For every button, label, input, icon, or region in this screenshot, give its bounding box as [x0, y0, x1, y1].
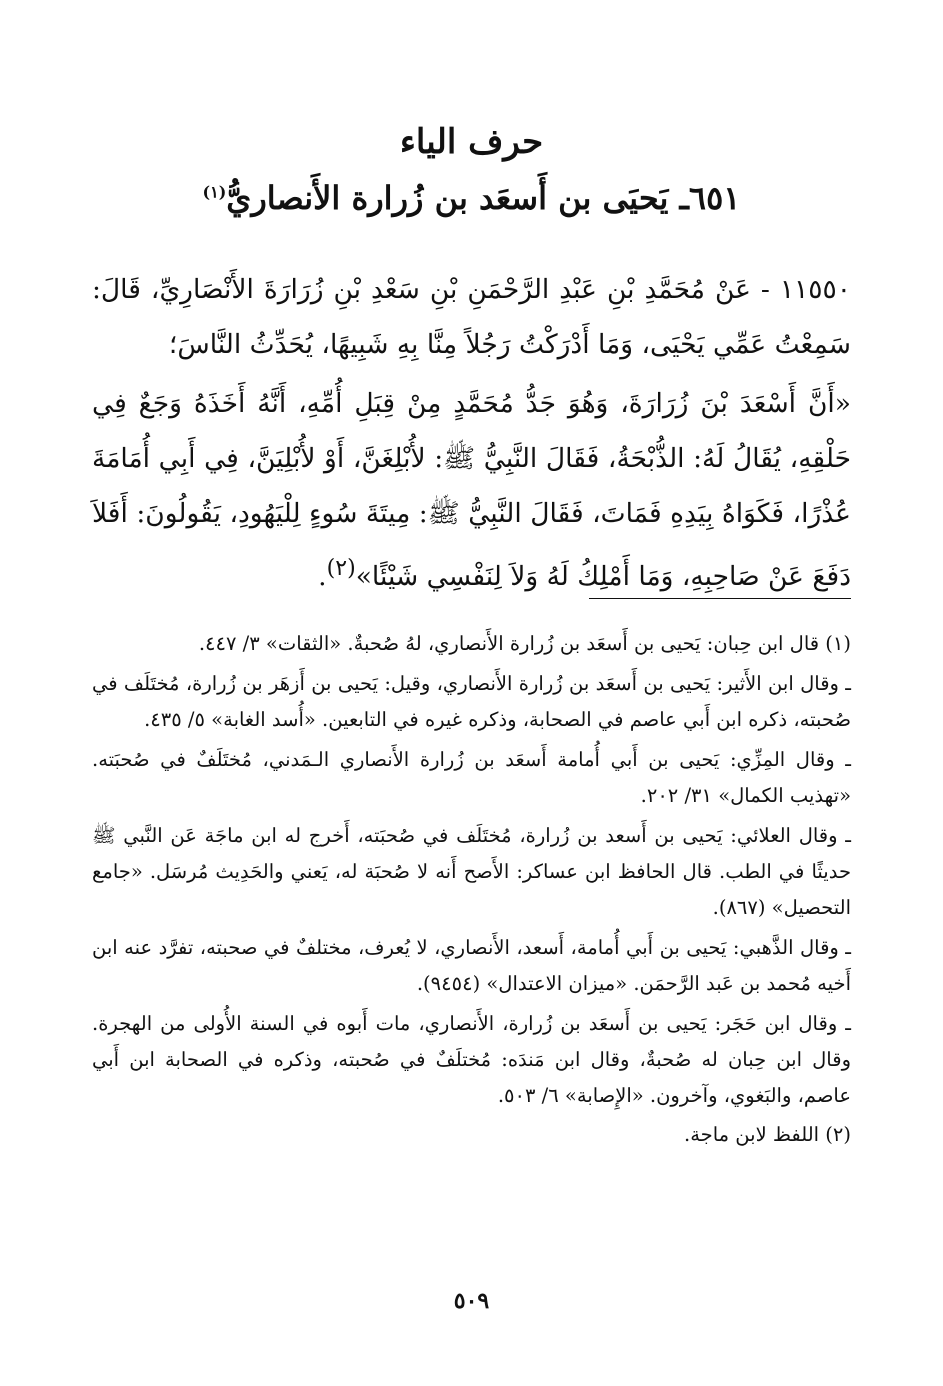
hadith-matn-end: .: [318, 560, 327, 592]
page-number: ٥٠٩: [453, 1288, 490, 1314]
hadith-matn: [92, 376, 851, 604]
footnote-marker-2: (٢): [326, 556, 356, 581]
footnotes: [92, 626, 851, 1156]
hadith-matn-text: «أَنَّ أَسْعَدَ بْنَ زُرَارَةَ، وَهُوَ جَدُّ مُحَمَّدٍ مِنْ قِبَلِ أُمِّهِ، أَنَّهُ أَخَذَهُ وَجَعٌ فِي حَلْقِهِ، يُقَالُ لَهُ: الذُّبْحَةُ، فَقَالَ النَّبِيُّ ﷺ: لأُبْلِغَنَّ، أَوْ لأُبْلِيَنَّ، فِي أَبِي أُمَامَةَ عُذْرًا، فَكَوَاهُ بِيَدِهِ فَمَاتَ، فَقَالَ النَّبِيُّ ﷺ: مِيتَةَ سُوءٍ لِلْيَهُودِ، يَقُولُونَ: أَفَلاَ دَفَعَ عَنْ صَاحِبِهِ، وَمَا أَمْلِكُ لَهُ وَلاَ لِنَفْسِي شَيْئًا»: [92, 388, 851, 592]
footnote-1: (١) قال ابن حِبان: يَحيى بن أَسعَد بن زُرارة الأَنصاري، لهُ صُحبةٌ. «الثقات» ٣/ ٤٤٧.: [198, 632, 851, 655]
footnote-1-al-mizzi: ـ وقال المِزِّي: يَحيى بن أَبي أُمامة أَسعَد بن زُرارة الأَنصاري الـمَدني، مُختَلَفٌ في صُحبَته. «تهذيب الكمال» ٣١/ ٢٠٢.: [92, 748, 851, 807]
footnote-2: (٢) اللفظ لابن ماجة.: [684, 1123, 851, 1146]
hadith-text: [92, 262, 851, 604]
chapter-title: حرف الياء: [399, 122, 544, 162]
footnote-1-ibn-hajar: ـ وقال ابن حَجَر: يَحيى بن أَسعَد بن زُرارة، الأَنصاري، مات أَبوه في السنة الأُولى من الهجرة. وقال ابن حِبان له صُحبةٌ، وقال ابن مَندَه: مُختلَفٌ في صُحبته، وذكره في الصحابة ابن أَبي عاصم، والبَغوي، وآخرون. «الإِصابة» ٦/ ٥٠٣.: [92, 1012, 851, 1107]
footnote-1-al-alai: ـ وقال العلائي: يَحيى بن أَسعد بن زُرارة، مُختَلَف في صُحبَته، أَخرج له ابن ماجَة عَن النَّبي ﷺ حديثًا في الطب. قال الحافظ ابن عساكر: الأَصح أَنه لا صُحبَة له، يَعني والحَدِيث مُرسَل. «جامع التحصيل» (٨٦٧).: [92, 824, 851, 919]
footnote-1-ibn-al-athir: ـ وقال ابن الأَثير: يَحيى بن أَسعَد بن زُرارة الأَنصاري، وقيل: يَحيى بن أَزهَر بن زُرارة، مُختَلَف في صُحبته، ذكره ابن أَبي عاصم في الصحابة، وذكره غيره في التابعين. «أُسد الغابة» ٥/ ٤٣٥.: [92, 672, 851, 731]
footnote-separator: [589, 598, 851, 599]
footnote-marker-1: (١): [202, 182, 227, 202]
footnote-1-al-dhahabi: ـ وقال الذَّهبي: يَحيى بن أَبي أُمامة، أَسعد، الأَنصاري، لا يُعرف، مختلفٌ في صحبته، تفرَّد عنه ابن أَخيه مُحمد بن عَبد الرَّحمَن. «ميزان الاعتدال» (٩٤٥٤).: [92, 936, 851, 995]
hadith-isnad: ١١٥٥٠ - عَنْ مُحَمَّدِ بْنِ عَبْدِ الرَّحْمَنِ بْنِ سَعْدِ بْنِ زُرَارَةَ الأَنْصَارِيِّ، قَالَ: سَمِعْتُ عَمِّي يَحْيَى، وَمَا أَدْرَكْتُ رَجُلاً مِنَّا بِهِ شَبِيهًا، يُحَدِّثُ النَّاسَ؛: [92, 274, 851, 360]
entry-title-text: ٦٥١ـ يَحيَى بن أَسعَد بن زُرارة الأَنصاريُّ: [226, 179, 741, 217]
entry-title: [60, 174, 883, 222]
